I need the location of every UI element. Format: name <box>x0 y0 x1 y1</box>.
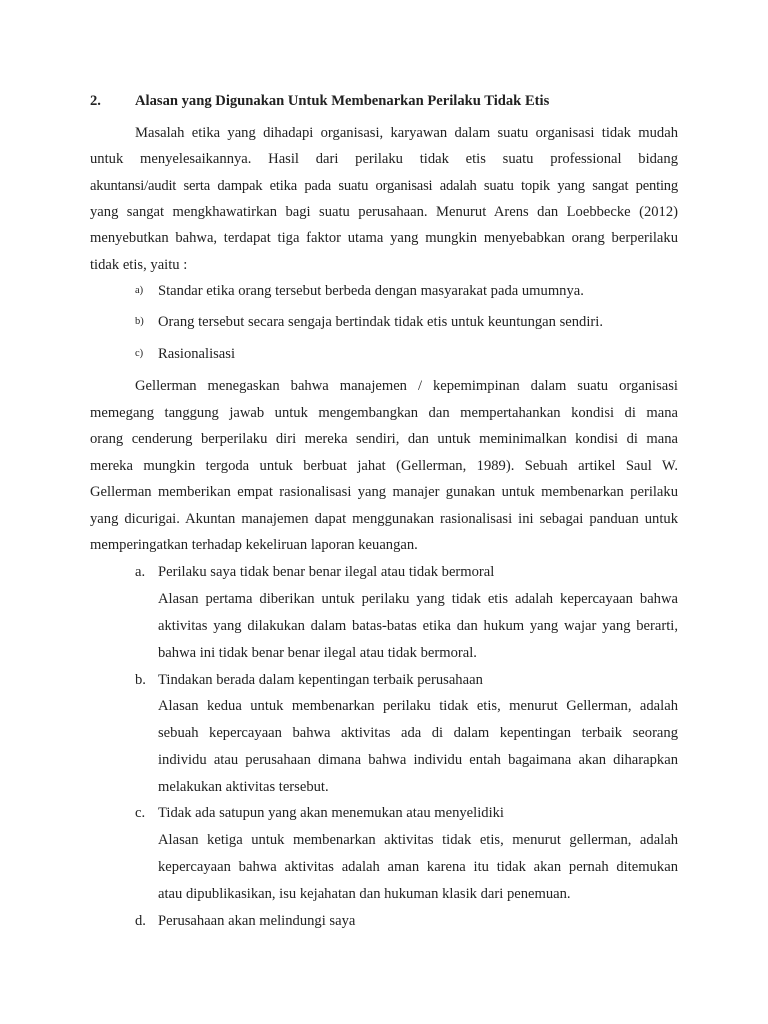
paragraph-line: untuk menyelesaikannya. Hasil dari perilaku tidak etis suatu professional bidang <box>90 151 678 167</box>
paragraph-line: akuntansi/audit serta dampak etika pada suatu organisasi adalah suatu topik yang sangat penting <box>90 178 678 194</box>
paragraph-line: mereka mungkin tergoda untuk berbuat jahat (Gellerman, 1989). Sebuah artikel Saul W. <box>90 458 678 474</box>
list-item-line: Alasan ketiga untuk membenarkan aktivitas tidak etis, menurut gellerman, adalah <box>158 832 678 848</box>
section-title: Alasan yang Digunakan Untuk Membenarkan Perilaku Tidak Etis <box>135 93 550 109</box>
list-item-line: atau dipublikasikan, isu kejahatan dan hukuman klasik dari penemuan. <box>158 886 571 902</box>
list-marker: a. <box>135 564 146 580</box>
list-item-title: Tindakan berada dalam kepentingan terbaik perusahaan <box>158 672 483 688</box>
list-item: Orang tersebut secara sengaja bertindak tidak etis untuk keuntungan sendiri. <box>158 314 603 330</box>
list-item-line: Alasan kedua untuk membenarkan perilaku tidak etis, menurut Gellerman, adalah <box>158 698 678 714</box>
list-item-line: aktivitas yang dilakukan dalam batas-batas etika dan hukum yang wajar yang berarti, <box>158 618 678 634</box>
list-item: Standar etika orang tersebut berbeda dengan masyarakat pada umumnya. <box>158 283 584 299</box>
list-item-title: Perusahaan akan melindungi saya <box>158 913 356 929</box>
paragraph-line: menyebutkan bahwa, terdapat tiga faktor utama yang mungkin menyebabkan orang berperilaku <box>90 230 678 246</box>
paragraph-line: Masalah etika yang dihadapi organisasi, karyawan dalam suatu organisasi tidak mudah <box>135 125 678 141</box>
list-marker: b) <box>135 316 144 327</box>
section-number: 2. <box>90 93 101 109</box>
paragraph-line: Gellerman menegaskan bahwa manajemen / kepemimpinan dalam suatu organisasi <box>135 378 678 394</box>
paragraph-line: tidak etis, yaitu : <box>90 257 188 273</box>
list-marker: c) <box>135 348 144 359</box>
list-marker: a) <box>135 285 144 296</box>
list-item-line: Alasan pertama diberikan untuk perilaku yang tidak etis adalah kepercayaan bahwa <box>158 591 678 607</box>
list-item-line: melakukan aktivitas tersebut. <box>158 779 329 795</box>
paragraph-line: Gellerman memberikan empat rasionalisasi yang manajer gunakan untuk membenarkan perilaku <box>90 484 678 500</box>
list-item-line: sebuah kepercayaan bahwa aktivitas ada di dalam kepentingan terbaik seorang <box>158 725 678 741</box>
list-marker: d. <box>135 913 146 929</box>
list-item-line: bahwa ini tidak benar benar ilegal atau tidak bermoral. <box>158 645 477 661</box>
list-marker: c. <box>135 805 146 821</box>
list-item-line: individu atau perusahaan dimana bahwa individu entah bagaimana akan diharapkan <box>158 752 678 768</box>
paragraph-line: memperingatkan terhadap kekeliruan laporan keuangan. <box>90 537 418 553</box>
list-item-title: Perilaku saya tidak benar benar ilegal atau tidak bermoral <box>158 564 495 580</box>
list-item-line: kepercayaan bahwa aktivitas adalah aman karena itu tidak akan pernah ditemukan <box>158 859 678 875</box>
list-marker: b. <box>135 672 146 688</box>
paragraph-line: memegang tanggung jawab untuk mengembangkan dan mempertahankan kondisi di mana <box>90 405 678 421</box>
paragraph-line: orang cenderung berperilaku diri mereka sendiri, dan untuk meminimalkan kondisi di mana <box>90 431 678 447</box>
list-item-title: Tidak ada satupun yang akan menemukan atau menyelidiki <box>158 805 504 821</box>
list-item: Rasionalisasi <box>158 346 236 362</box>
paragraph-line: yang sangat mengkhawatirkan bagi suatu perusahaan. Menurut Arens dan Loebbecke (2012) <box>90 204 678 220</box>
paragraph-line: yang dicurigai. Akuntan manajemen dapat menggunakan rasionalisasi ini sebagai panduan untuk <box>90 511 678 527</box>
